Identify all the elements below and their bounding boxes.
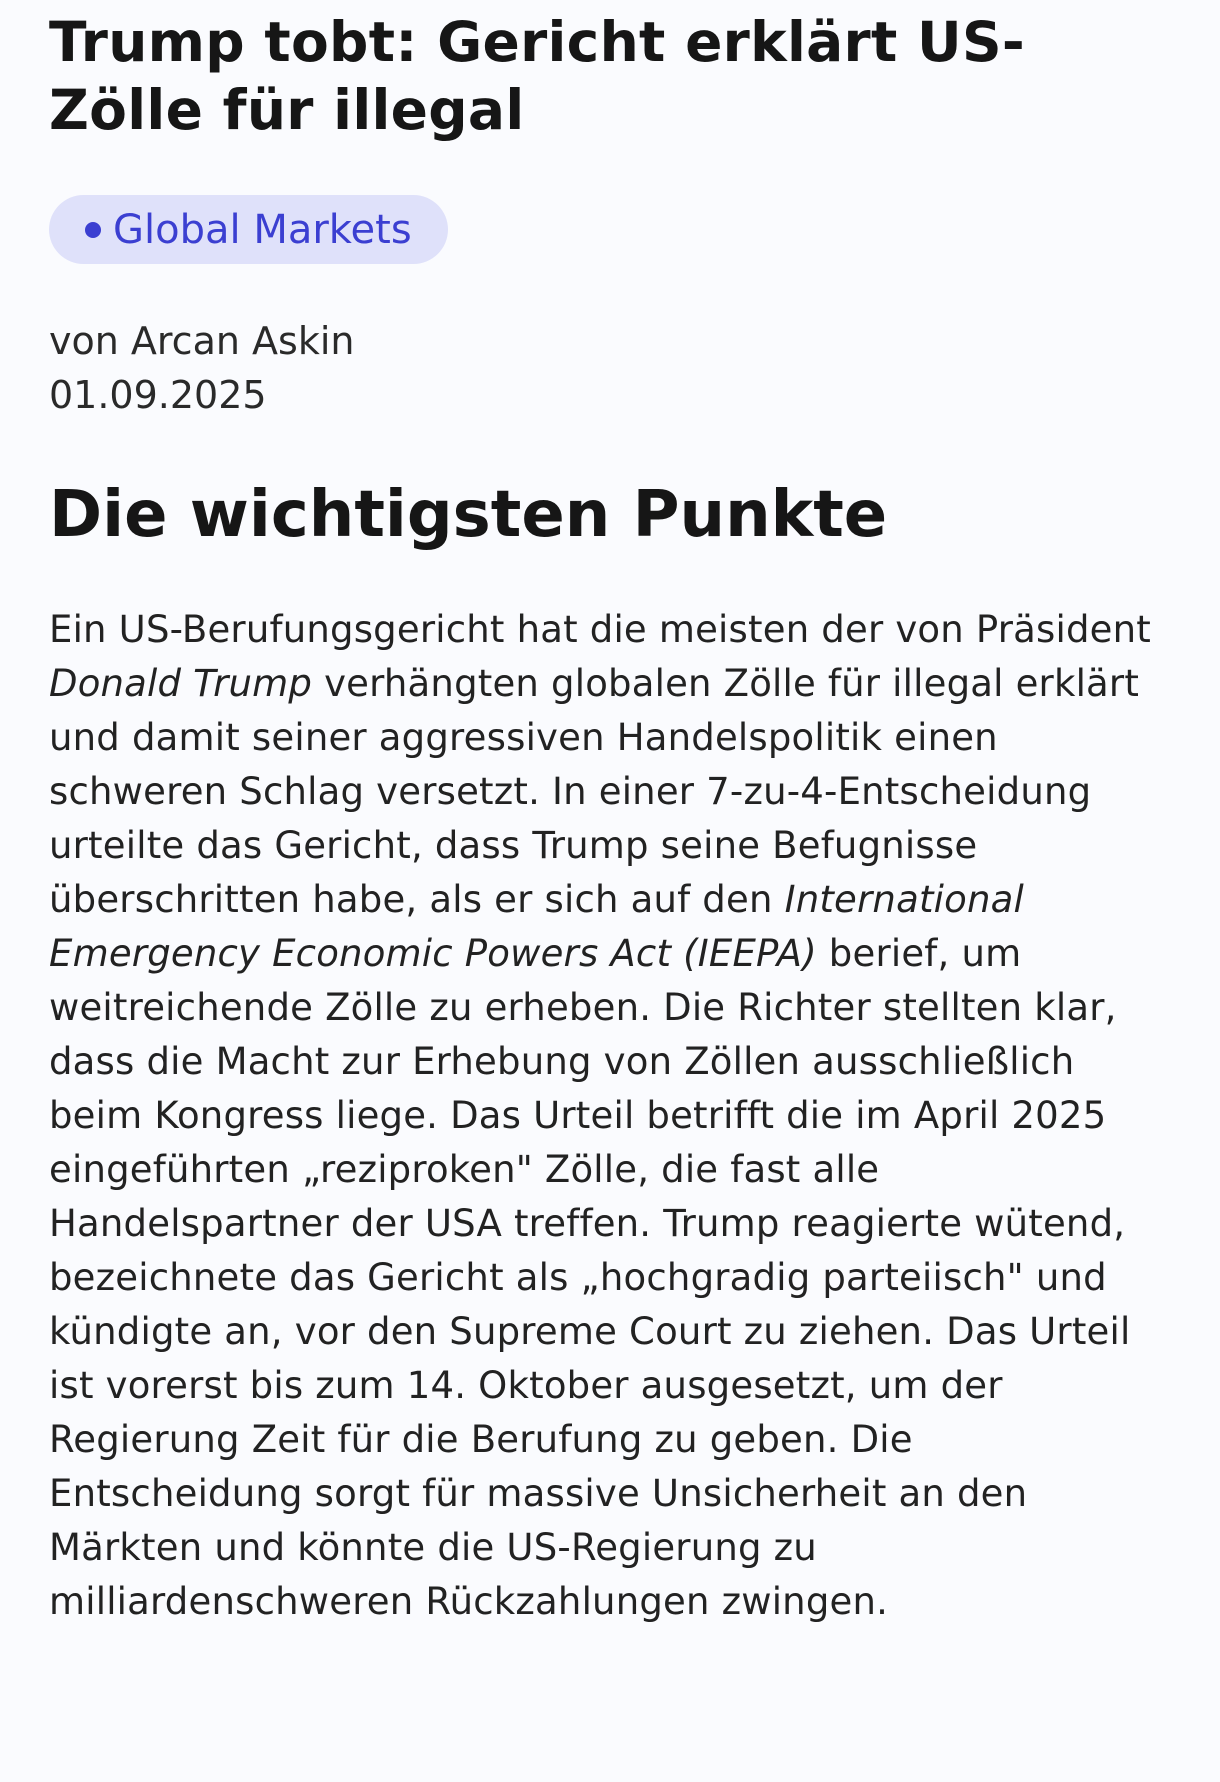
bullet-dot-icon — [85, 222, 101, 238]
article-meta — [49, 314, 1171, 422]
body-text-segment: Ein US-Berufungsgericht hat die meisten der von Präsident — [49, 608, 1151, 651]
publish-date: 01.09.2025 — [49, 373, 267, 417]
body-text-segment: berief, um weitreichende Zölle zu erheben. Die Richter stellten klar, dass die Macht zur Erhebung von Zöllen ausschließlich beim Kongress liege. Das Urteil betrifft die im April 2025 eingeführten „reziproken" Zölle, die fast alle Handelspartner der USA treffen. Trump reagierte wütend, bezeichnete das Gericht als „hochgradig parteiisch" und kündigte an, vor den Supreme Court zu ziehen. Das Urteil ist vorerst bis zum 14. Oktober ausgesetzt, um der Regierung Zeit für die Berufung zu geben. Die Entscheidung sorgt für massive Unsicherheit an den Märkten und könnte die US-Regierung zu milliardenschweren Rückzahlungen zwingen. — [49, 932, 1131, 1623]
body-text-segment: verhängten globalen Zölle für illegal erklärt und damit seiner aggressiven Handelspolitik einen schweren Schlag versetzt. In einer 7-zu-4-Entscheidung urteilte das Gericht, dass Trump seine Befugnisse überschritten habe, als er sich auf den — [49, 662, 1140, 921]
article-title: Trump tobt: Gericht erklärt US-Zölle für illegal — [49, 10, 1026, 142]
body-emphasis-law: International Emergency Economic Powers Act (IEEPA) — [49, 878, 1024, 975]
category-tag[interactable] — [49, 195, 448, 264]
article-body — [49, 603, 1171, 1629]
body-emphasis-person: Donald Trump — [49, 662, 313, 705]
author-byline: von Arcan Askin — [49, 319, 355, 363]
section-title: Die wichtigsten Punkte — [49, 478, 888, 552]
category-tag-label: Global Markets — [113, 206, 412, 253]
